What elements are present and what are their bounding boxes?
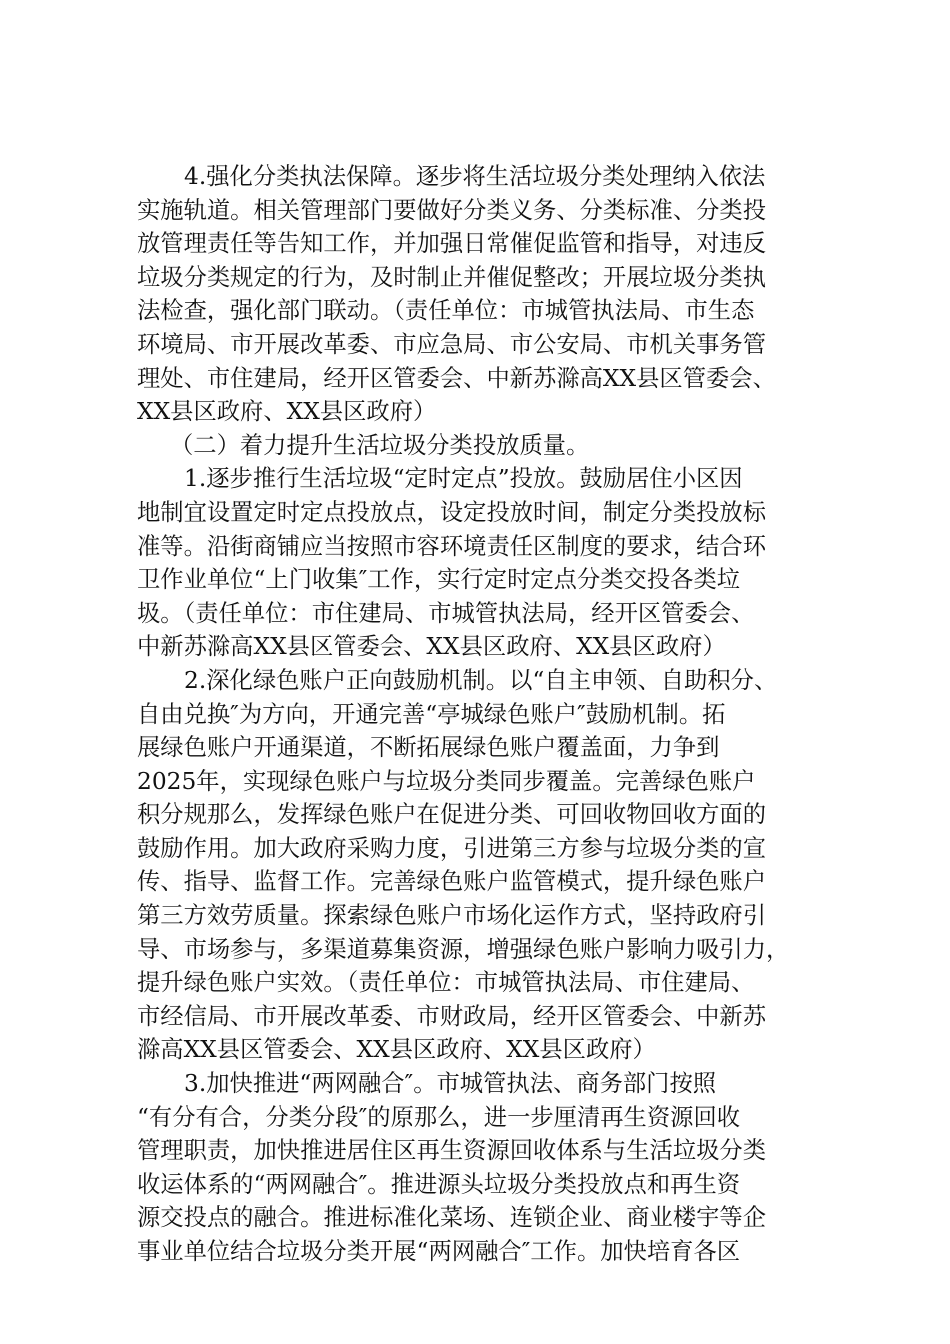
paragraph-line: 地制宜设置定时定点投放点，设定投放时间，制定分类投放标: [137, 498, 767, 526]
paragraph-line: 2.深化绿色账户正向鼓励机制。以“自主申领、自助积分、: [184, 666, 778, 694]
paragraph-line: XX县区政府、XX县区政府）: [137, 398, 437, 426]
section-heading: （二）着力提升生活垃圾分类投放质量。: [170, 431, 590, 459]
paragraph-line: 垃圾分类规定的行为，及时制止并催促整改；开展垃圾分类执: [137, 263, 767, 291]
paragraph-line: 展绿色账户开通渠道，不断拓展绿色账户覆盖面，力争到: [137, 734, 720, 762]
paragraph-line: 管理职责，加快推进居住区再生资源回收体系与生活垃圾分类: [137, 1137, 767, 1165]
document-body: [137, 160, 827, 1269]
paragraph-line: 卫作业单位“上门收集″工作，实行定时定点分类交投各类垃: [137, 566, 741, 594]
paragraph-line: 事业单位结合垃圾分类开展“两网融合″工作。加快培育各区: [137, 1238, 741, 1265]
paragraph-line: 收运体系的“两网融合″。推进源头垃圾分类投放点和再生资: [137, 1170, 741, 1198]
paragraph-line: 中新苏滁高XX县区管委会、XX县区政府、XX县区政府）: [137, 633, 726, 661]
paragraph-line: 1.逐步推行生活垃圾“定时定点”投放。鼓励居住小区因: [184, 465, 743, 493]
paragraph-line: 导、市场参与，多渠道募集资源，增强绿色账户影响力吸引力，: [137, 935, 790, 963]
paragraph-line: 4.强化分类执法保障。逐步将生活垃圾分类处理纳入依法: [184, 163, 766, 190]
paragraph-line: 源交投点的融合。推进标准化菜场、连锁企业、商业楼宇等企: [137, 1204, 767, 1232]
paragraph-line: 理处、市住建局，经开区管委会、中新苏滁高XX县区管委会、: [137, 364, 776, 392]
paragraph-line: 2025年，实现绿色账户与垃圾分类同步覆盖。完善绿色账户: [137, 767, 756, 795]
paragraph-line: 准等。沿街商铺应当按照市容环境责任区制度的要求，结合环: [137, 532, 767, 560]
paragraph-line: 环境局、市开展改革委、市应急局、市公安局、市机关事务管: [137, 330, 767, 358]
paragraph-line: 放管理责任等告知工作，并加强日常催促监管和指导，对违反: [137, 230, 767, 258]
paragraph-line: 圾。（责任单位：市住建局、市城管执法局，经开区管委会、: [137, 599, 755, 627]
paragraph-line: 提升绿色账户实效。（责任单位：市城管执法局、市住建局、: [137, 969, 755, 997]
paragraph-line: 传、指导、监督工作。完善绿色账户监管模式，提升绿色账户: [137, 868, 767, 896]
paragraph-line: 积分规那么，发挥绿色账户在促进分类、可回收物回收方面的: [137, 801, 767, 829]
paragraph-line: 实施轨道。相关管理部门要做好分类义务、分类标准、分类投: [137, 196, 767, 224]
paragraph-line: 市经信局、市开展改革委、市财政局，经开区管委会、中新苏: [137, 1002, 767, 1030]
paragraph-line: “有分有合，分类分段″的原那么，进一步厘清再生资源回收: [137, 1103, 741, 1131]
paragraph-line: 滁高XX县区管委会、XX县区政府、XX县区政府）: [137, 1036, 656, 1064]
paragraph-line: 法检查，强化部门联动。（责任单位：市城管执法局、市生态: [137, 297, 755, 325]
paragraph-line: 3.加快推进“两网融合″。市城管执法、商务部门按照: [184, 1070, 717, 1098]
paragraph-line: 第三方效劳质量。探索绿色账户市场化运作方式，坚持政府引: [137, 902, 767, 930]
paragraph-line: 自由兑换″为方向，开通完善“亭城绿色账户″鼓励机制。拓: [137, 700, 726, 728]
paragraph-line: 鼓励作用。加大政府采购力度，引进第三方参与垃圾分类的宣: [137, 834, 767, 862]
